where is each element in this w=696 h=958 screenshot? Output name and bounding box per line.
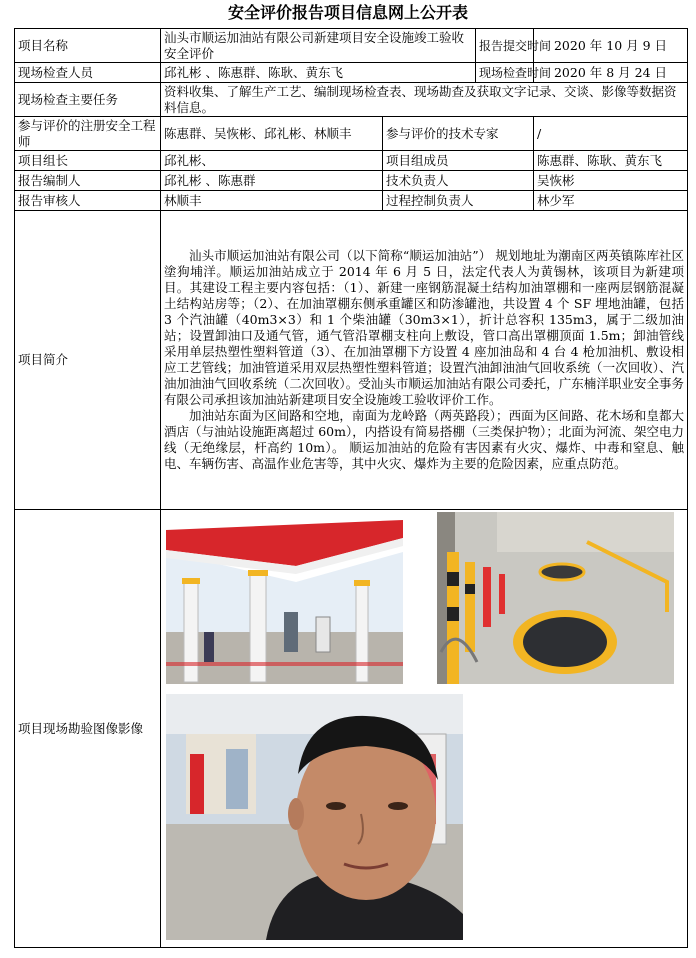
process-label: 过程控制负责人 xyxy=(383,191,534,211)
intro-paragraph-1: 汕头市顺运加油站有限公司（以下简称“顺运加油站”） 规划地址为潮南区两英镇陈库社区塗狗埔洋。顺运加油站成立于 2014 年 6 月 5 日，法定代表人为黄锡林，该项目为新建项目。其建设工程主要内容包括：（1）、新建一座钢筋混凝土结构加油罩棚和一座两层钢筋混凝土结构站房等；（2）、在加油罩棚东侧承重罐区和防渗罐池，共设置 4 个 SF 埋地油罐，包括 3 个汽油罐（40m3×3）和 1 个柴油罐（30m3×1），折计总容积 135m3，属于二级加油站；设置卸油口及通气管，通气管沿罩棚支柱向上敷设，管口高出罩棚顶面 1.5m；卸油管线采用单层热塑性塑料管道（3）、在加油罩棚下方设置 4 座加油岛和 4 台 4 枪加油机、敷设相应工艺管线；加油管道采用双层热塑性塑料管道；设置汽油卸油油气回收系统（一次回收）、汽油加油油气回收系统（二次回收）。受汕头市顺运加油站有限公司委托，广东楠洋职业安全事务有限公司承担该加油站新建项目安全设施竣工验收评价工作。 xyxy=(164,248,685,407)
tank-manhole-photo xyxy=(437,512,674,684)
inspectors-value: 邱礼彬 、陈惠群、陈耿、黄东飞 xyxy=(161,63,476,83)
inspect-time-value: 2020 年 8 月 24 日 xyxy=(534,63,688,83)
photo-fuel-canopy-icon xyxy=(166,512,403,684)
inspectors-label: 现场检查人员 xyxy=(15,63,161,83)
photo-tank-manhole-icon xyxy=(437,512,674,684)
submit-time-value: 2020 年 10 月 9 日 xyxy=(534,29,688,63)
members-value: 陈惠群、陈耿、黄东飞 xyxy=(534,151,688,171)
leader-label: 项目组长 xyxy=(15,151,161,171)
intro-paragraph-2: 加油站东面为区间路和空地，南面为龙岭路（两英路段）；西面为区间路、花木场和皇都大酒店（与油站设施距离超过 60m），内搭设有简易搭棚（三类保护物）；北面为河流、架空电力线（无绝缘层，杆高约 10m）。 顺运加油站的危险有害因素有火灾、爆炸、中毒和窒息、触电、车辆伤害、高温作业危害等，其中火灾、爆炸为主要的危险因素，应重点防范。 xyxy=(164,408,685,471)
page-title: 安全评价报告项目信息网上公开表 xyxy=(227,3,468,22)
photos-label: 项目现场勘验图像影像 xyxy=(15,510,161,948)
inspect-time-label: 现场检查时间 xyxy=(476,63,534,83)
reviewer-value: 林顺丰 xyxy=(161,191,383,211)
experts-label: 参与评价的技术专家 xyxy=(383,117,534,151)
tasks-value: 资料收集、了解生产工艺、编制现场检查表、现场勘查及获取文字记录、交谈、影像等数据资料信息。 xyxy=(161,83,688,117)
tech-label: 技术负责人 xyxy=(383,171,534,191)
author-value: 邱礼彬 、陈惠群 xyxy=(161,171,383,191)
photos-area xyxy=(161,510,687,947)
engineers-label: 参与评价的注册安全工程师 xyxy=(15,117,161,151)
tasks-label: 现场检查主要任务 xyxy=(15,83,161,117)
project-name-label: 项目名称 xyxy=(15,29,161,63)
process-value: 林少军 xyxy=(534,191,688,211)
inspector-selfie-photo xyxy=(166,694,463,940)
tech-value: 吴恢彬 xyxy=(534,171,688,191)
photo-selfie-icon xyxy=(166,694,463,940)
reviewer-label: 报告审核人 xyxy=(15,191,161,211)
project-name-value: 汕头市顺运加油站有限公司新建项目安全设施竣工验收安全评价 xyxy=(161,29,476,63)
author-label: 报告编制人 xyxy=(15,171,161,191)
photos-cell xyxy=(161,510,688,948)
leader-value: 邱礼彬、 xyxy=(161,151,383,171)
members-label: 项目组成员 xyxy=(383,151,534,171)
info-table xyxy=(14,28,688,948)
engineers-value: 陈惠群、吴恢彬、邱礼彬、林顺丰 xyxy=(161,117,383,151)
experts-value: / xyxy=(534,117,688,151)
intro-label: 项目简介 xyxy=(15,211,161,510)
submit-time-label: 报告提交时间 xyxy=(476,29,534,63)
intro-text xyxy=(161,211,688,510)
gas-station-canopy-photo xyxy=(166,512,403,684)
